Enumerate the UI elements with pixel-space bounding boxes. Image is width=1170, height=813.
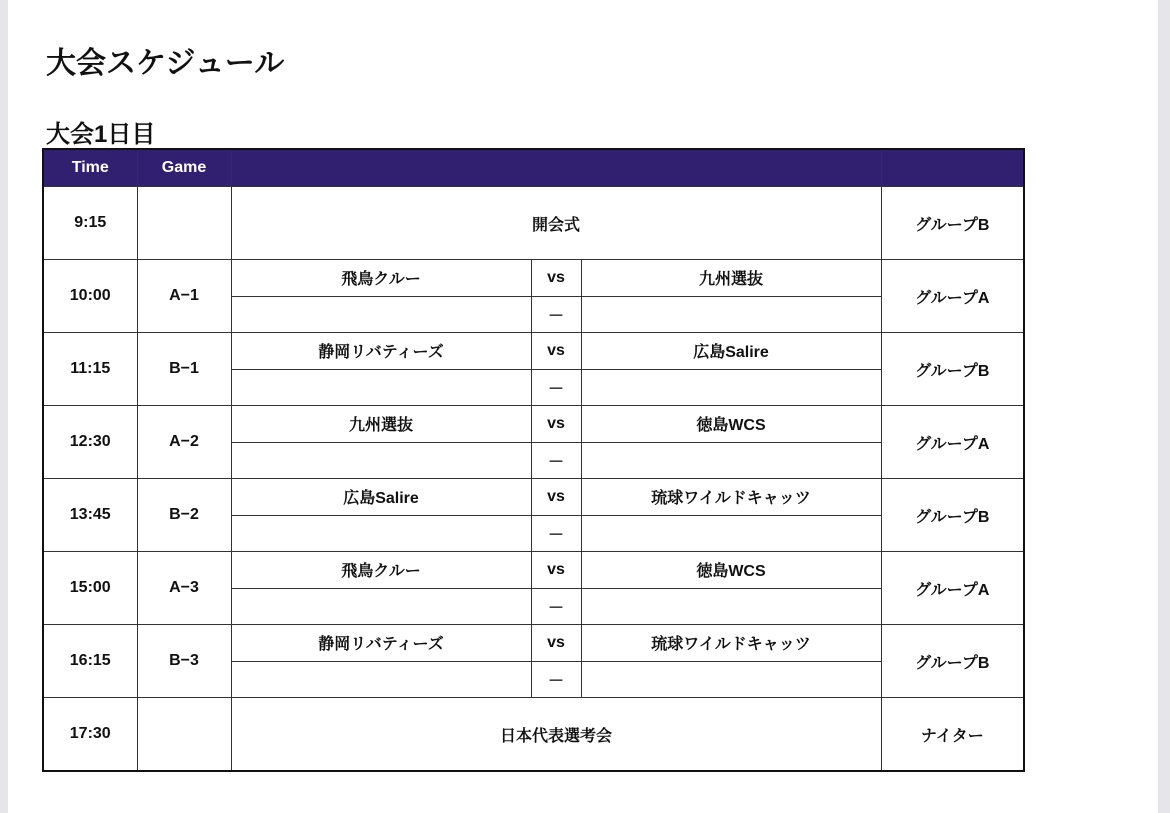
day-title: 大会1日目: [46, 121, 156, 148]
table-row-event: [43, 187, 1024, 260]
time-cell: 11:15: [43, 333, 137, 406]
vs-cell: vs: [531, 406, 581, 443]
time-cell: 12:30: [43, 406, 137, 479]
group-cell: グループB: [881, 187, 1024, 260]
vs-cell: vs: [531, 625, 581, 662]
event-cell: 日本代表選考会: [231, 698, 881, 772]
away-team-cell: 徳島WCS: [581, 406, 881, 443]
group-cell: ナイター: [881, 698, 1024, 772]
away-score-cell: [581, 588, 881, 625]
time-cell: 13:45: [43, 479, 137, 552]
score-separator-cell: －: [531, 515, 581, 552]
score-separator-cell: －: [531, 442, 581, 479]
game-cell: A−3: [137, 552, 231, 625]
group-cell: グループA: [881, 260, 1024, 333]
time-cell: 9:15: [43, 187, 137, 260]
game-cell: B−1: [137, 333, 231, 406]
group-cell: グループB: [881, 479, 1024, 552]
home-score-cell: [231, 442, 531, 479]
home-score-cell: [231, 296, 531, 333]
time-cell: 15:00: [43, 552, 137, 625]
away-team-cell: 広島Salire: [581, 333, 881, 370]
away-team-cell: 琉球ワイルドキャッツ: [581, 625, 881, 662]
group-cell: グループB: [881, 333, 1024, 406]
header-time: Time: [43, 149, 137, 187]
away-team-cell: 徳島WCS: [581, 552, 881, 589]
group-cell: グループA: [881, 406, 1024, 479]
time-cell: 16:15: [43, 625, 137, 698]
event-cell: 開会式: [231, 187, 881, 260]
home-team-cell: 静岡リバティーズ: [231, 625, 531, 662]
game-cell: [137, 187, 231, 260]
score-separator-cell: －: [531, 369, 581, 406]
table-row-match: [43, 479, 1024, 516]
page-left-edge: [0, 0, 8, 813]
score-separator-cell: －: [531, 661, 581, 698]
game-cell: B−3: [137, 625, 231, 698]
score-separator-cell: －: [531, 296, 581, 333]
score-separator-cell: －: [531, 588, 581, 625]
home-team-cell: 九州選抜: [231, 406, 531, 443]
home-score-cell: [231, 588, 531, 625]
home-score-cell: [231, 369, 531, 406]
vs-cell: vs: [531, 260, 581, 297]
time-cell: 10:00: [43, 260, 137, 333]
away-team-cell: 九州選抜: [581, 260, 881, 297]
vs-cell: vs: [531, 479, 581, 516]
away-score-cell: [581, 661, 881, 698]
schedule-table: [42, 148, 1025, 772]
away-score-cell: [581, 442, 881, 479]
group-cell: グループB: [881, 625, 1024, 698]
away-team-cell: 琉球ワイルドキャッツ: [581, 479, 881, 516]
time-cell: 17:30: [43, 698, 137, 772]
vs-cell: vs: [531, 552, 581, 589]
game-cell: [137, 698, 231, 772]
scrollbar-track[interactable]: [1158, 0, 1170, 813]
home-score-cell: [231, 515, 531, 552]
header-row: [43, 149, 1024, 187]
table-row-match: [43, 625, 1024, 662]
away-score-cell: [581, 369, 881, 406]
home-team-cell: 飛鳥クルー: [231, 260, 531, 297]
game-cell: A−1: [137, 260, 231, 333]
game-cell: A−2: [137, 406, 231, 479]
home-team-cell: 静岡リバティーズ: [231, 333, 531, 370]
table-row-match: [43, 260, 1024, 297]
home-team-cell: 飛鳥クルー: [231, 552, 531, 589]
table-row-event: [43, 698, 1024, 772]
home-team-cell: 広島Salire: [231, 479, 531, 516]
away-score-cell: [581, 515, 881, 552]
away-score-cell: [581, 296, 881, 333]
header-game: Game: [137, 149, 231, 187]
page-title: 大会スケジュール: [46, 47, 285, 80]
home-score-cell: [231, 661, 531, 698]
table-row-match: [43, 333, 1024, 370]
vs-cell: vs: [531, 333, 581, 370]
table-row-match: [43, 552, 1024, 589]
group-cell: グループA: [881, 552, 1024, 625]
game-cell: B−2: [137, 479, 231, 552]
header-group: [881, 149, 1024, 187]
header-blank: [231, 149, 881, 187]
table-row-match: [43, 406, 1024, 443]
